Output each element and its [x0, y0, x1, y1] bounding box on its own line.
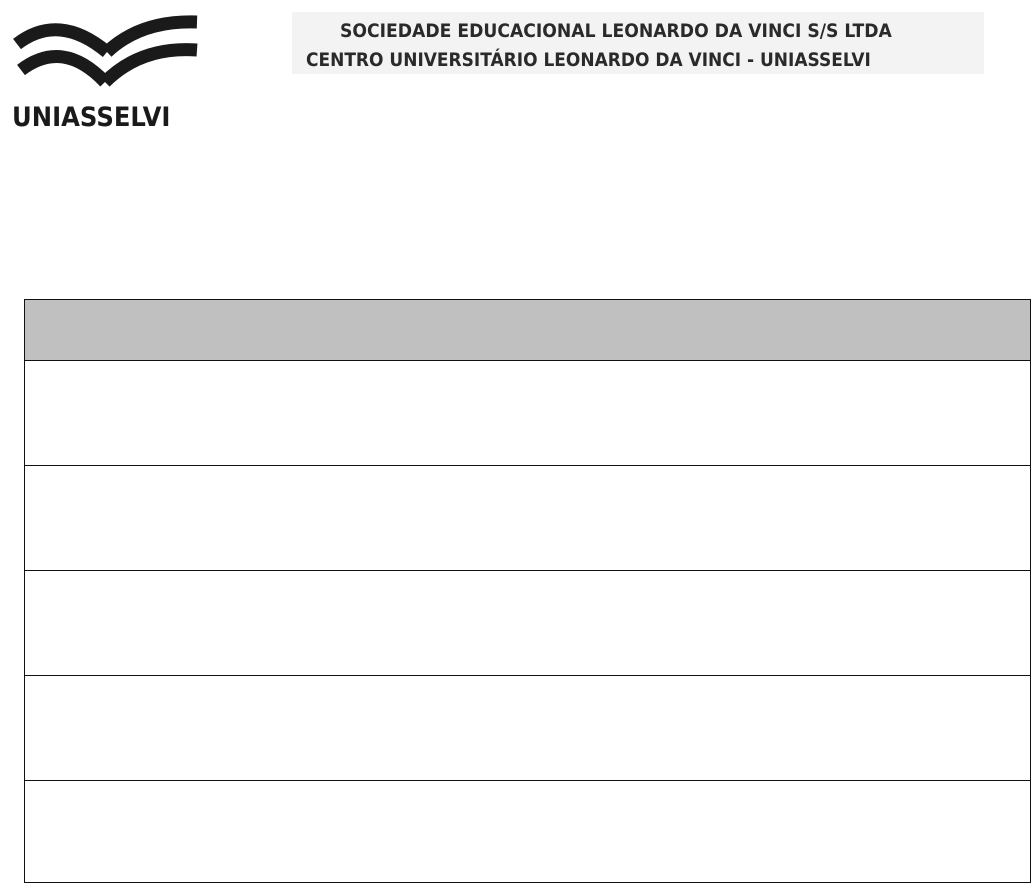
table-row: [25, 466, 1030, 571]
logo-wordmark: UNIASSELVI: [12, 102, 171, 133]
table-row: [25, 571, 1030, 676]
open-book-logo-icon: [11, 12, 205, 102]
institution-line-2: CENTRO UNIVERSITÁRIO LEONARDO DA VINCI - UNIASSELVI: [306, 49, 871, 71]
uniasselvi-logo: [11, 12, 205, 136]
table-row: [25, 676, 1030, 781]
table-header-row: [25, 300, 1030, 361]
table-row: [25, 361, 1030, 466]
table-row: [25, 781, 1030, 882]
institution-name-block: [292, 12, 984, 74]
form-table: [24, 299, 1031, 883]
document-header: [0, 0, 1034, 140]
institution-line-1: SOCIEDADE EDUCACIONAL LEONARDO DA VINCI S/S LTDA: [340, 20, 892, 42]
